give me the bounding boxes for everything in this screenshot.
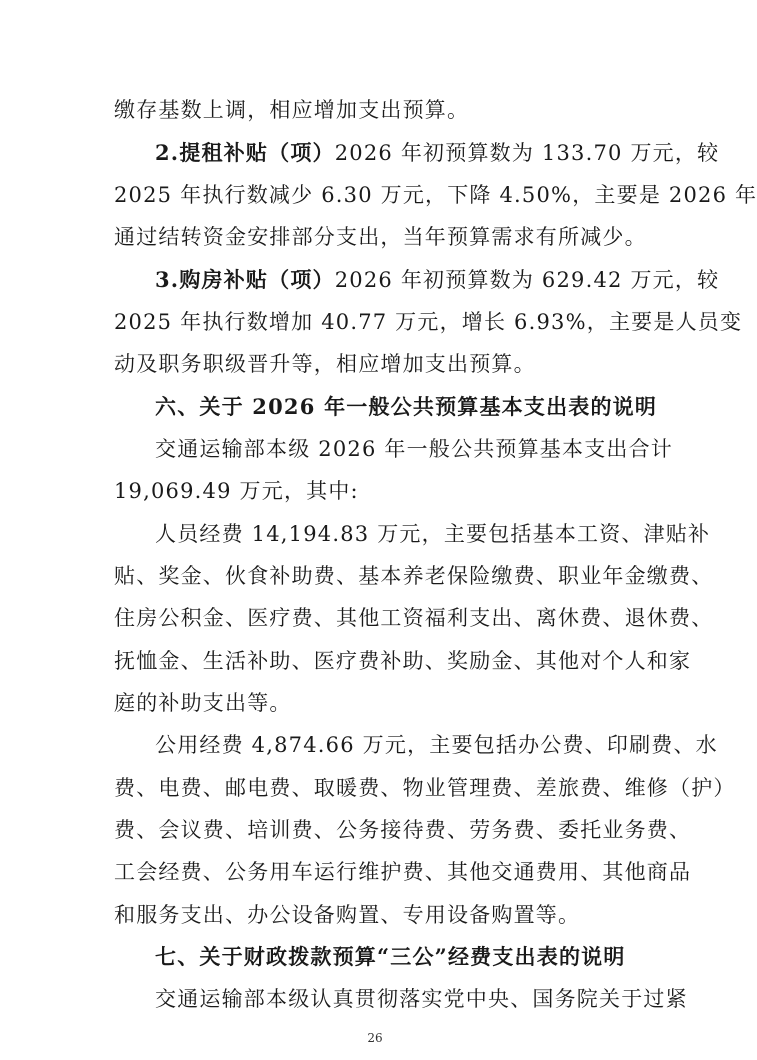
paragraph-line: 动及职务职级晋升等，相应增加支出预算。 xyxy=(114,352,536,376)
paragraph-line: 抚恤金、生活补助、医疗费补助、奖励金、其他对个人和家 xyxy=(114,649,692,673)
paragraph-line xyxy=(155,265,720,295)
paragraph-text: 2026 年初预算数为 133.70 万元，较 xyxy=(334,141,720,165)
paragraph-line: 庭的补助支出等。 xyxy=(114,691,292,715)
subsection-label: 2.提租补贴（项） xyxy=(155,140,335,165)
subsection-label: 3.购房补贴（项） xyxy=(155,267,335,292)
paragraph-line: 交通运输部本级认真贯彻落实党中央、国务院关于过紧 xyxy=(155,987,688,1011)
paragraph-line: 贴、奖金、伙食补助费、基本养老保险缴费、职业年金缴费、 xyxy=(114,564,714,588)
paragraph-line xyxy=(155,138,720,168)
paragraph-line: 2025 年执行数增加 40.77 万元，增长 6.93%，主要是人员变 xyxy=(114,310,743,334)
paragraph-line: 费、电费、邮电费、取暖费、物业管理费、差旅费、维修（护） xyxy=(114,776,736,800)
paragraph-line: 通过结转资金安排部分支出，当年预算需求有所减少。 xyxy=(114,225,647,249)
paragraph-text: 2026 年初预算数为 629.42 万元，较 xyxy=(334,268,720,292)
section-heading: 七、关于财政拨款预算“三公”经费支出表的说明 xyxy=(155,944,626,969)
paragraph-line: 和服务支出、办公设备购置、专用设备购置等。 xyxy=(114,903,581,927)
paragraph-line: 住房公积金、医疗费、其他工资福利支出、离休费、退休费、 xyxy=(114,606,714,630)
paragraph-line: 缴存基数上调，相应增加支出预算。 xyxy=(114,98,470,122)
paragraph-line: 19,069.49 万元，其中: xyxy=(114,479,359,503)
paragraph-line: 公用经费 4,874.66 万元，主要包括办公费、印刷费、水 xyxy=(155,733,718,757)
paragraph-line: 工会经费、公务用车运行维护费、其他交通费用、其他商品 xyxy=(114,860,692,884)
section-heading: 六、关于 2026 年一般公共预算基本支出表的说明 xyxy=(155,394,658,419)
paragraph-line: 人员经费 14,194.83 万元，主要包括基本工资、津贴补 xyxy=(155,522,711,546)
paragraph-line: 费、会议费、培训费、公务接待费、劳务费、委托业务费、 xyxy=(114,818,692,842)
paragraph-line: 交通运输部本级 2026 年一般公共预算基本支出合计 xyxy=(155,437,673,461)
paragraph-line: 2025 年执行数减少 6.30 万元，下降 4.50%，主要是 2026 年 xyxy=(114,183,757,207)
page-number: 26 xyxy=(367,1031,383,1045)
